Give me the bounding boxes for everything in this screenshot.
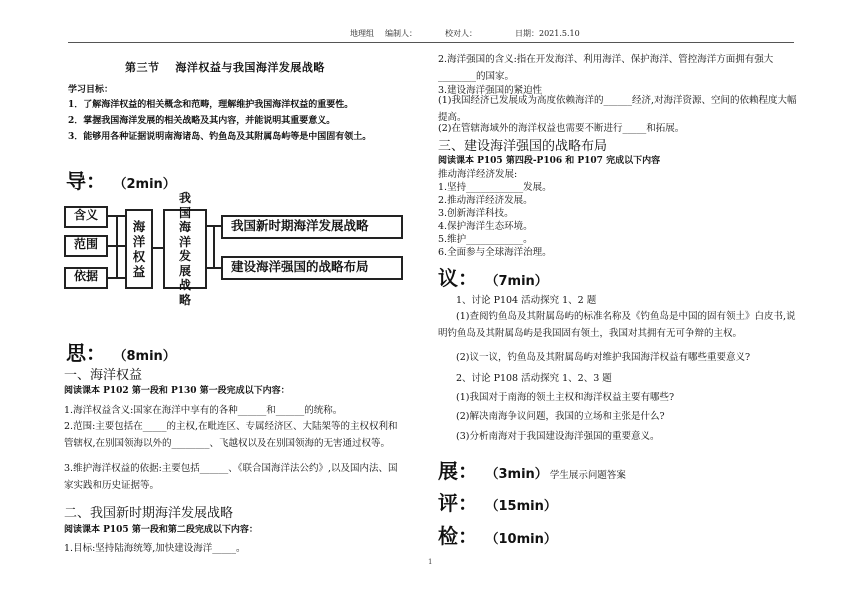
guide-heading-char: 导： [66, 169, 106, 193]
show-heading-char: 展： [438, 459, 478, 483]
discuss-2: 2、讨论 P108 活动探究 1、2、3 题 [456, 373, 612, 384]
show-heading [438, 455, 626, 484]
eval-heading [438, 487, 557, 516]
item-2-1: 1.目标:坚持陆海统筹,加快建设海洋_____。 [64, 543, 246, 554]
think-heading-char: 思： [66, 341, 106, 365]
header-group: 地理组 [350, 29, 374, 38]
vertical-char: 洋 [132, 234, 146, 249]
think-time: （8min） [120, 349, 176, 364]
box-basis: 依据 [64, 267, 108, 289]
box-scope: 范围 [64, 235, 108, 257]
objective-2: 2．掌握我国海洋发展的相关战略及其内容，并能说明其重要意义。 [68, 116, 336, 126]
check-heading-char: 检： [438, 524, 478, 548]
read-instruction-1: 阅读课本 P102 第一段和 P130 第一段完成以下内容： [64, 386, 290, 396]
vertical-char: 我 [178, 191, 191, 205]
box-ocean-strategy [163, 191, 207, 307]
vertical-char: 发 [178, 249, 191, 263]
list-item-6: 6.全面参与全球海洋治理。 [438, 247, 552, 258]
vertical-char: 权 [132, 249, 146, 264]
section-3-heading: 三、建设海洋强国的战略布局 [438, 139, 608, 154]
item-2-3: 3.建设海洋强国的紧迫性 [438, 85, 543, 96]
objective-3: 3．能够用各种证据说明南海诸岛、钓鱼岛及其附属岛屿等是中国固有领土。 [68, 132, 372, 142]
show-note: 学生展示问题答案 [549, 470, 626, 481]
list-item-1: 1.坚持____________发展。 [438, 182, 552, 193]
item-1-2: 2.范围:主要包括在_____的主权,在毗连区、专属经济区、大陆架等的主权权利和管辖权,在别国领海以外的________、飞越权以及在别国领海的无害通过权等。 [64, 421, 398, 449]
discuss-heading [438, 262, 548, 291]
discuss-2-2: (2)解决南海争议问题，我国的立场和主张是什么? [456, 411, 665, 422]
box-ocean-rights-label [127, 211, 151, 287]
item-2-2: 2.海洋强国的含义:指在开发海洋、利用海洋、保护海洋、管控海洋方面拥有强大________的国家。 [438, 54, 774, 82]
item-2-3-1: (1)我国经济已发展成为高度依赖海洋的______经济,对海洋资源、空间的依赖程度大幅提高。 [438, 95, 797, 123]
list-item-4: 4.保护海洋生态环境。 [438, 221, 533, 232]
discuss-time: （7min） [492, 274, 548, 289]
promote-label: 推动海洋经济发展: [438, 169, 518, 180]
read-instruction-2: 阅读课本 P105 第一段和第二段完成以下内容： [64, 525, 258, 535]
show-time: （3min） [492, 467, 548, 482]
discuss-1-1: (1)查阅钓鱼岛及其附属岛屿的标准名称及《钓鱼岛是中国的固有领土》白皮书,说明钓鱼岛及其附属岛屿是我国固有领土，我国对其拥有无可争辩的主权。 [438, 311, 796, 339]
guide-time: （2min） [120, 177, 176, 192]
box-new-era-strategy: 我国新时期海洋发展战略 [221, 215, 403, 239]
box-meaning: 含义 [64, 206, 108, 228]
header-editor: 编制人： [385, 29, 417, 38]
header-date: 日期：2021.5.10 [515, 29, 580, 38]
item-1-1: 1.海洋权益含义:国家在海洋中享有的各种______和______的统称。 [64, 405, 343, 416]
check-heading [438, 520, 557, 549]
vertical-char: 海 [178, 220, 191, 234]
box-ocean-strategy-label [165, 191, 205, 307]
read-instruction-3: 阅读课本 P105 第四段-P106 和 P107 完成以下内容 [438, 156, 661, 166]
objectives-label: 学习目标： [68, 85, 114, 95]
list-item-5: 5.维护____________。 [438, 234, 533, 245]
section-1-heading: 一、海洋权益 [64, 368, 143, 383]
eval-time: （15min） [492, 499, 557, 514]
discuss-2-3: (3)分析南海对于我国建设海洋强国的重要意义。 [456, 431, 660, 442]
header-checker: 校对人： [445, 29, 477, 38]
item-2-3-2: (2)在管辖海域外的海洋权益也需要不断进行_____和拓展。 [438, 123, 685, 134]
discuss-1-2: (2)议一议，钓鱼岛及其附属岛屿对维护我国海洋权益有哪些重要意义? [456, 352, 751, 363]
vertical-char: 益 [132, 264, 146, 279]
think-heading [66, 337, 176, 366]
discuss-heading-char: 议： [438, 266, 478, 290]
eval-heading-char: 评： [438, 491, 478, 515]
item-1-3: 3.维护海洋权益的依据:主要包括______、《联合国海洋法公约》,以及国内法、国家实践和历史证据等。 [64, 463, 398, 491]
discuss-1: 1、讨论 P104 活动探究 1、2 题 [456, 295, 597, 306]
list-item-2: 2.推动海洋经济发展。 [438, 195, 533, 206]
objective-1: 1．了解海洋权益的相关概念和范畴，理解维护我国海洋权益的重要性。 [68, 100, 354, 110]
vertical-char: 略 [178, 292, 191, 307]
lesson-title: 第三节 海洋权益与我国海洋发展战略 [125, 61, 325, 74]
list-item-3: 3.创新海洋科技。 [438, 208, 514, 219]
discuss-2-1: (1)我国对于南海的领土主权和海洋权益主要有哪些? [456, 392, 675, 403]
box-strong-nation-layout: 建设海洋强国的战略布局 [221, 256, 403, 280]
check-time: （10min） [492, 532, 557, 547]
vertical-char: 国 [178, 205, 191, 220]
vertical-char: 展 [178, 263, 191, 278]
vertical-char: 战 [178, 278, 191, 292]
page-number: 1 [428, 558, 433, 566]
section-2-heading: 二、我国新时期海洋发展战略 [64, 506, 234, 521]
vertical-char: 洋 [178, 234, 191, 249]
box-ocean-rights [125, 209, 153, 289]
vertical-char: 海 [132, 219, 146, 234]
